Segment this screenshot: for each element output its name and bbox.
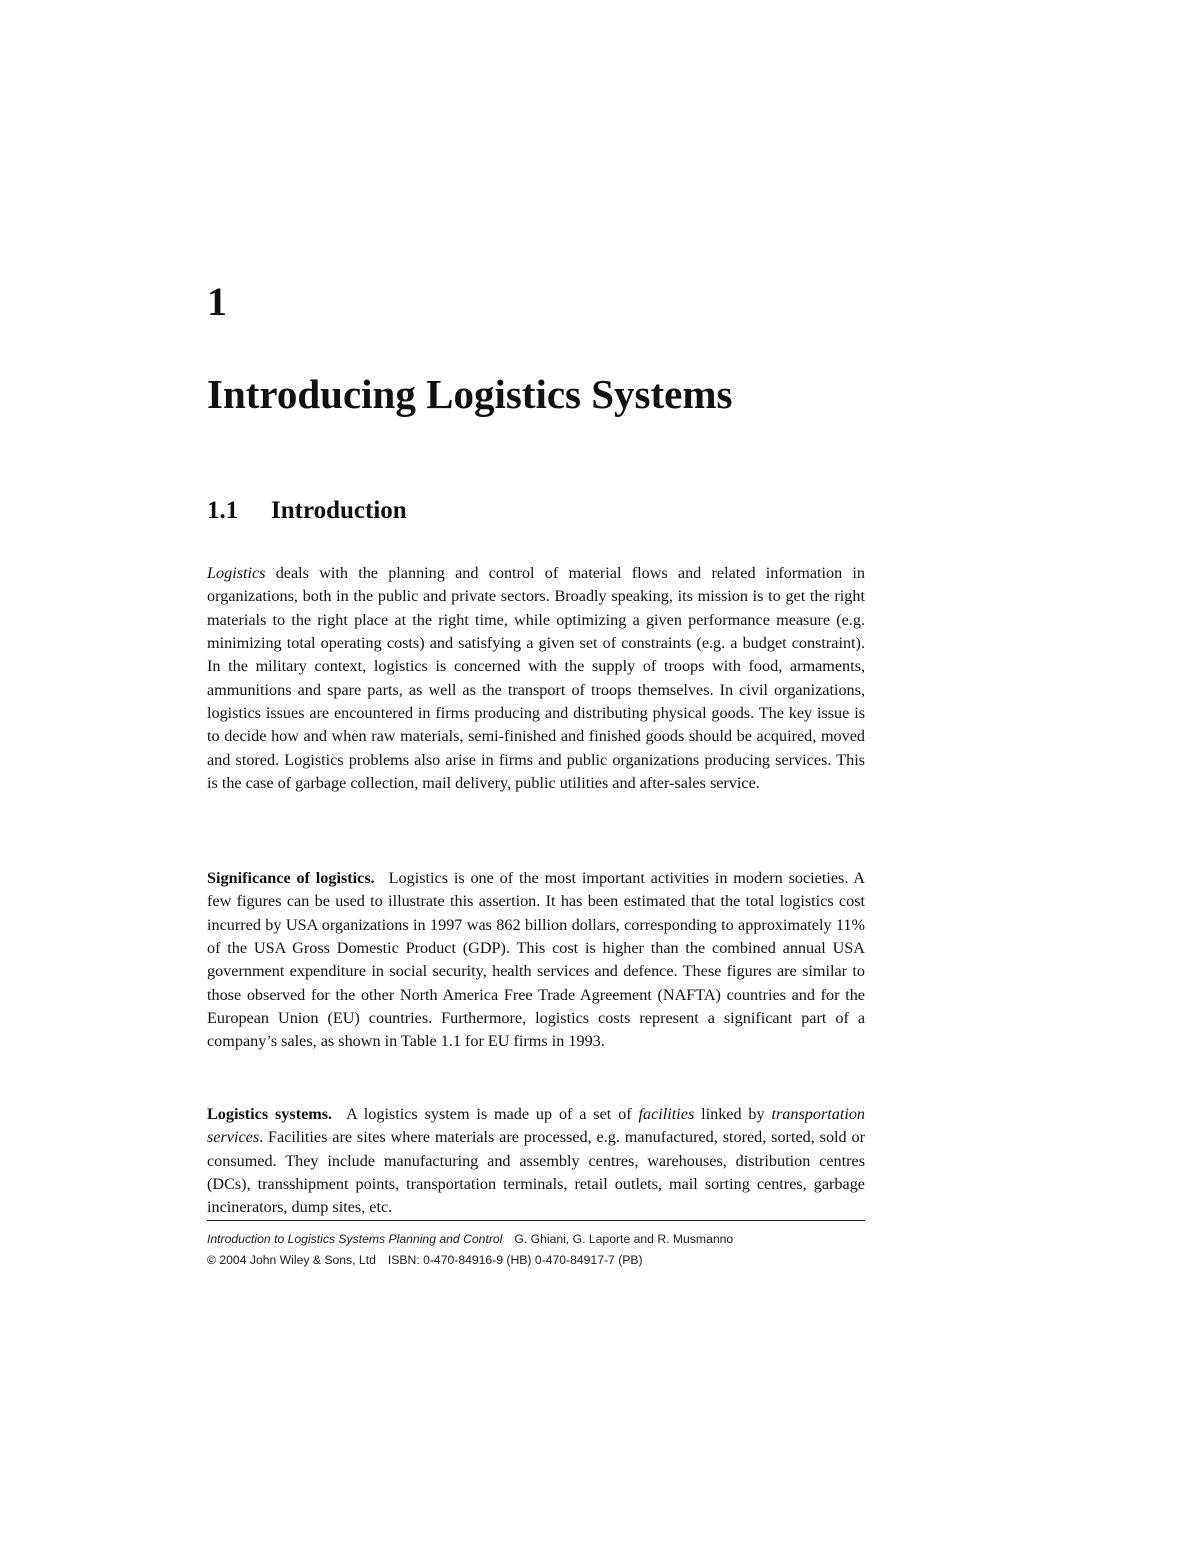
- run-in-heading: Significance of logistics.: [207, 869, 375, 888]
- footer-book-title: Introduction to Logistics Systems Planning and Control: [207, 1232, 503, 1246]
- section-number: 1.1: [207, 497, 239, 524]
- footer-isbn: ISBN: 0-470-84916-9 (HB) 0-470-84917-7 (PB): [387, 1253, 643, 1267]
- footer-line-1: [207, 1229, 865, 1249]
- term-transportation-services: transportation services: [207, 1105, 866, 1147]
- paragraph-text: Logistics is one of the most important activities in modern societies. A few figures can be used to illustrate this assertion. It has been estimated that the total logistics cost incurred by USA organizations in 1997 was 862 billion dollars, corresponding to approximately 11% of the USA Gross Domestic Product (GDP). This cost is higher than the combined annual USA government expenditure in social security, health services and defence. These figures are similar to those observed for the other North America Free Trade Agreement (NAFTA) countries and for the European Union (EU) countries. Furthermore, logistics costs represent a significant part of a company’s sales, as shown in Table 1.1 for EU firms in 1993.: [207, 869, 865, 1051]
- footer-copyright: © 2004 John Wiley & Sons, Ltd: [207, 1253, 376, 1267]
- footer-divider: [207, 1220, 865, 1221]
- paragraph-significance: [207, 867, 865, 1053]
- term-facilities: facilities: [638, 1105, 695, 1124]
- paragraph-text-b: linked by: [701, 1105, 765, 1124]
- paragraph-logistics-systems: [207, 1103, 865, 1219]
- footer-line-2: [207, 1250, 865, 1270]
- paragraph-introduction: [207, 562, 865, 795]
- chapter-number: 1: [207, 279, 227, 324]
- chapter-title: Introducing Logistics Systems: [207, 371, 733, 417]
- footer-authors: G. Ghiani, G. Laporte and R. Musmanno: [514, 1232, 734, 1246]
- book-page: [207, 0, 865, 1553]
- run-in-heading: Logistics systems.: [207, 1105, 333, 1124]
- section-heading: [207, 494, 407, 528]
- paragraph-text-a: A logistics system is made up of a set of: [346, 1105, 632, 1124]
- paragraph-text: deals with the planning and control of material flows and related information in organizations, both in the public and private sectors. Broadly speaking, its mission is to get the right materials to the right place at the right time, while optimizing a given performance measure (e.g. minimizing total operating costs) and satisfying a given set of constraints (e.g. a budget constraint). In the military context, logistics is concerned with the supply of troops with food, armaments, ammunitions and spare parts, as well as the transport of troops themselves. In civil organizations, logistics issues are encountered in firms producing and distributing physical goods. The key issue is to decide how and when raw materials, semi-finished and finished goods should be acquired, moved and stored. Logistics problems also arise in firms and public organizations producing services. This is the case of garbage collection, mail delivery, public utilities and after-sales service.: [207, 564, 866, 792]
- section-title: Introduction: [271, 497, 407, 524]
- lead-term: Logistics: [207, 564, 266, 583]
- paragraph-text-c: . Facilities are sites where materials are processed, e.g. manufactured, stored, sorted, sold or consumed. They include manufacturing and assembly centres, warehouses, distribution centres (DCs), transshipment points, transportation terminals, retail outlets, mail sorting centres, garbage incinerators, dump sites, etc.: [207, 1128, 865, 1217]
